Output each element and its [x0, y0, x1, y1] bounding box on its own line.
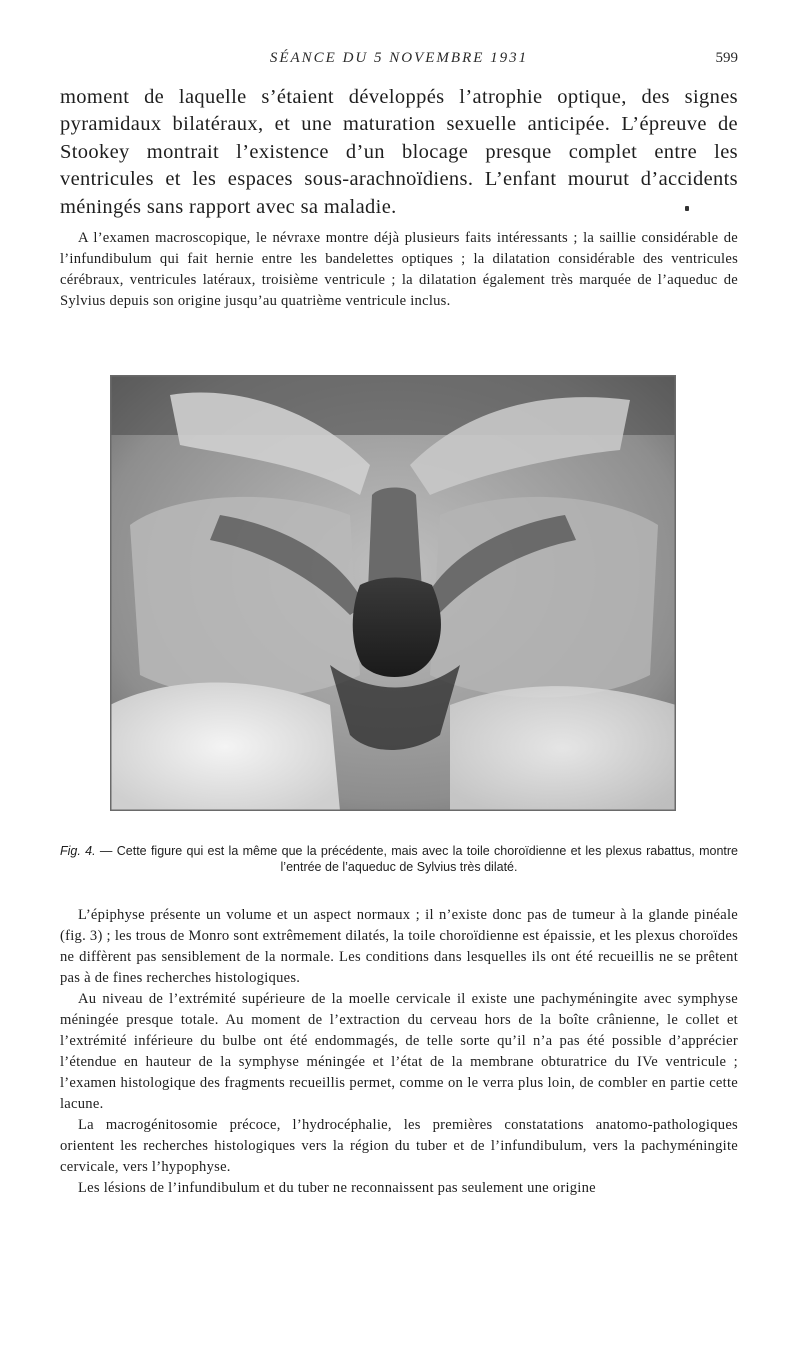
page-number: 599: [715, 50, 738, 66]
intro-paragraph: moment de laquelle s’étaient développés l’atrophie optique, des signes pyramidaux bilatéraux, et une maturation sexuelle anticipée. L’épreuve de Stookey montrait l’existence d’un blocage presque complet entre les ventricules et les espaces sous-arachnoïdiens. L’enfant mourut d’accidents méningés sans rapport avec sa maladie.: [60, 86, 738, 218]
exam-paragraph: A l’examen macroscopique, le névraxe montre déjà plusieurs faits intéressants ; la saillie considérable de l’infundibulum qui fait hernie entre les bandelettes optiques ; la dilatation considérable des ventricules cérébraux, ventricules latéraux, troisième ventricule ; la dilatation également très marquée de l’aqueduc de Sylvius depuis son origine jusqu’au quatrième ventricule inclus.: [60, 230, 738, 309]
exam-paragraph-block: [60, 228, 738, 312]
figure-caption-text: — Cette figure qui est la même que la précédente, mais avec la toile choroïdienne et les plexus rabattus, montre l’entrée de l’aqueduc de Sylvius très dilaté.: [95, 844, 738, 874]
figure-label: Fig. 4.: [60, 844, 96, 858]
figure-caption: [60, 843, 738, 875]
paragraph-lesions: Les lésions de l’infundibulum et du tuber ne reconnaissent pas seulement une origine: [78, 1180, 596, 1196]
figure-photograph: [110, 375, 676, 811]
brain-specimen-photo: [110, 375, 676, 811]
stray-ink-mark: [685, 206, 689, 211]
paragraph-moelle-cervicale: Au niveau de l’extrémité supérieure de la moelle cervicale il existe une pachyméningite avec symphyse méningée presque totale. Au moment de l’extraction du cerveau hors de la boîte crânienne, le collet et l’extrémité inférieure du bulbe ont été endommagés, de telle sorte qu’il n’a pas été possible d’apprécier l’étendue en hauteur de la symphyse méningée et l’état de la membrane obturatrice du IVe ventricule ; l’examen histologique des fragments recueillis permet, comme on le verra plus loin, de combler en partie cette lacune.: [60, 991, 738, 1112]
running-header: [60, 50, 738, 74]
paragraph-epiphyse: L’épiphyse présente un volume et un aspect normaux ; il n’existe donc pas de tumeur à la glande pinéale (fig. 3) ; les trous de Monro sont extrêmement dilatés, la toile choroïdienne est épaissie, et les plexus choroïdes ne diffèrent pas sensiblement de la normale. Les conditions dans lesquelles ils ont été recueillis ne se prêtent pas à de fines recherches histologiques.: [60, 907, 738, 986]
intro-paragraph-block: [60, 84, 738, 221]
running-title: SÉANCE DU 5 NOVEMBRE 1931: [269, 50, 529, 66]
lower-text-block: [60, 905, 738, 1199]
paragraph-macrogenitosomie: La macrogénitosomie précoce, l’hydrocéphalie, les premières constatations anatomo-pathologiques orientent les recherches histologiques vers la région du tuber et de l’infundibulum, vers la pachyméningite cervicale, vers l’hypophyse.: [60, 1117, 738, 1175]
